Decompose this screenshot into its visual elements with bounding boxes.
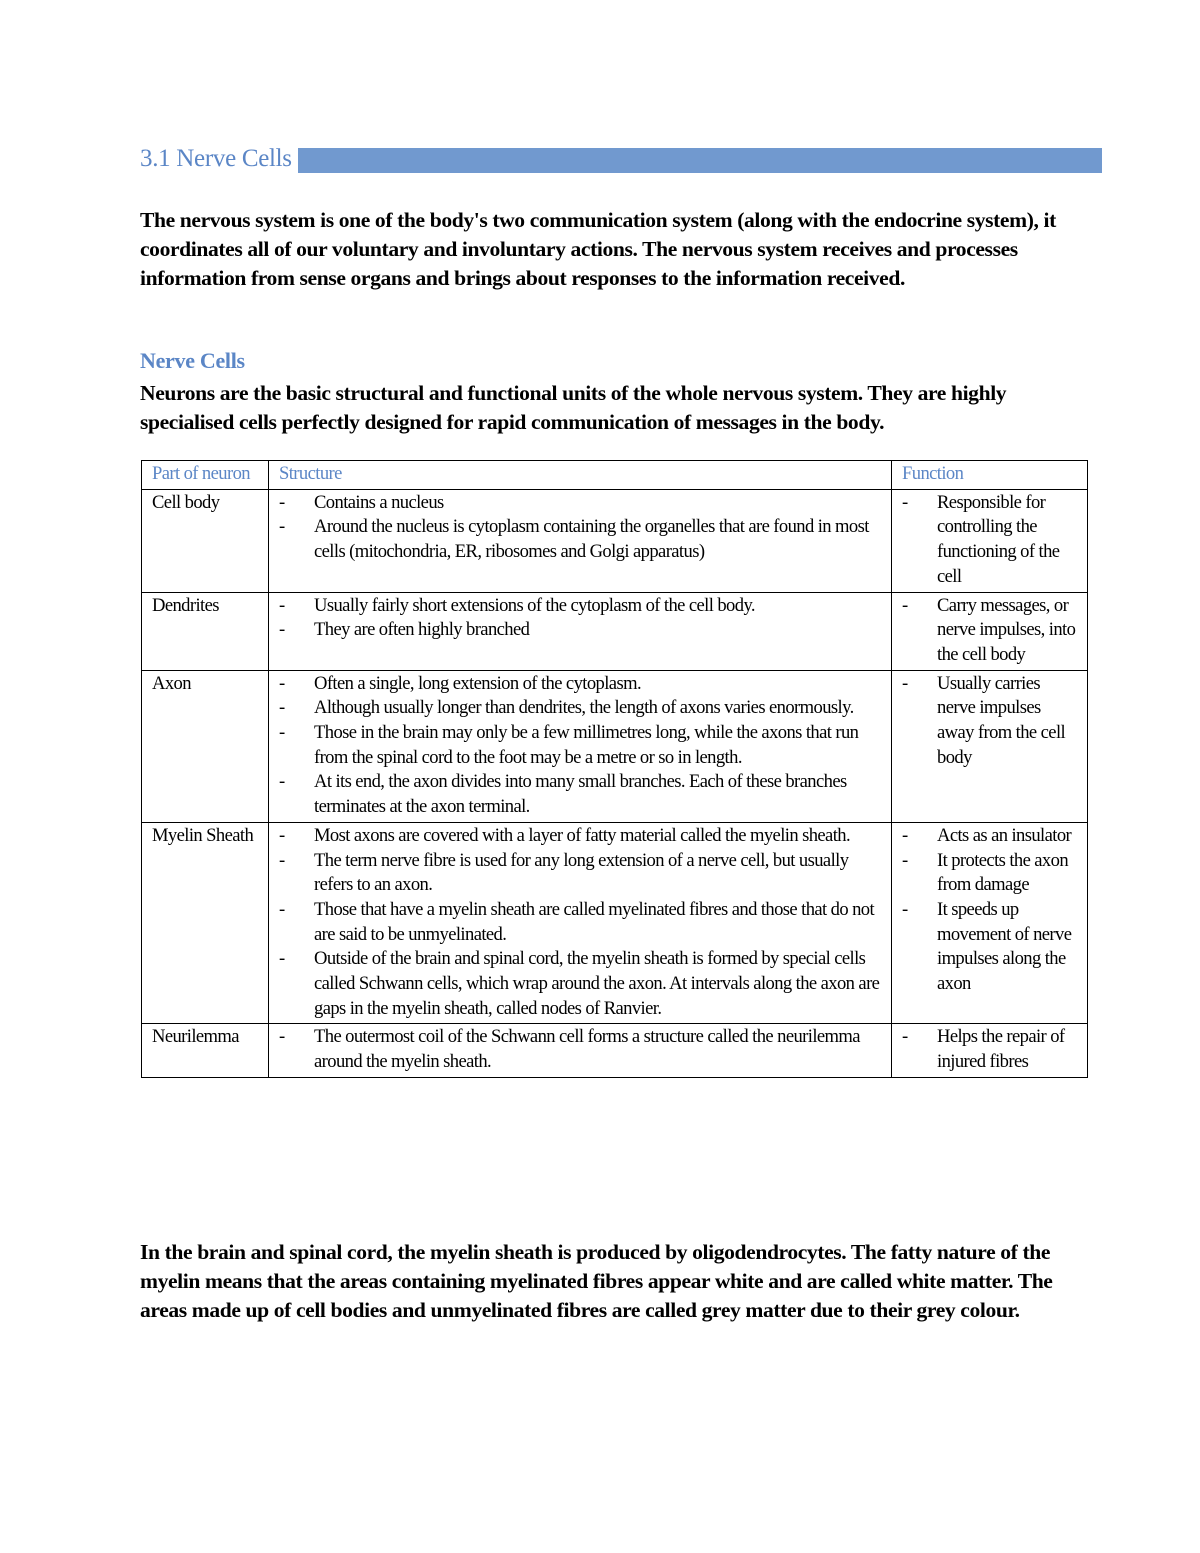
header-structure: Structure bbox=[269, 461, 892, 490]
cell-structure bbox=[269, 822, 892, 1024]
cell-function bbox=[892, 1024, 1088, 1077]
cell-part: Axon bbox=[142, 670, 269, 822]
structure-item: - They are often highly branched bbox=[279, 618, 883, 643]
section-heading bbox=[140, 142, 1102, 176]
cell-function bbox=[892, 489, 1088, 592]
function-item: - Helps the repair of injured fibres bbox=[902, 1025, 1079, 1074]
table-row bbox=[142, 489, 1088, 592]
neurons-paragraph: Neurons are the basic structural and functional units of the whole nervous system. They are highly specialised cells perfectly designed for rapid communication of messages in the body. bbox=[140, 381, 1007, 434]
cell-function bbox=[892, 670, 1088, 822]
function-item: - Acts as an insulator bbox=[902, 824, 1079, 849]
table-header-row bbox=[142, 461, 1088, 490]
structure-item: - Those in the brain may only be a few millimetres long, while the axons that run from the spinal cord to the foot may be a metre or so in length. bbox=[279, 721, 883, 770]
section-heading-bar bbox=[298, 148, 1102, 173]
structure-item: - Most axons are covered with a layer of fatty material called the myelin sheath. bbox=[279, 824, 883, 849]
function-item: - Usually carries nerve impulses away from the cell body bbox=[902, 672, 1079, 771]
table-row bbox=[142, 592, 1088, 670]
structure-item: - The term nerve fibre is used for any long extension of a nerve cell, but usually refers to an axon. bbox=[279, 849, 883, 898]
structure-item: - Although usually longer than dendrites, the length of axons varies enormously. bbox=[279, 696, 883, 721]
structure-item: - The outermost coil of the Schwann cell forms a structure called the neurilemma around the myelin sheath. bbox=[279, 1025, 883, 1074]
outro-paragraph: In the brain and spinal cord, the myelin sheath is produced by oligodendrocytes. The fatty nature of the myelin means that the areas containing myelinated fibres appear white and are called white matter. The areas made up of cell bodies and unmyelinated fibres are called grey matter due to their grey colour. bbox=[140, 1240, 1053, 1322]
cell-function bbox=[892, 822, 1088, 1024]
function-item: - Responsible for controlling the functioning of the cell bbox=[902, 491, 1079, 590]
cell-part: Dendrites bbox=[142, 592, 269, 670]
function-list bbox=[902, 594, 1079, 668]
structure-list bbox=[279, 824, 883, 1022]
cell-part: Myelin Sheath bbox=[142, 822, 269, 1024]
structure-item: - Contains a nucleus bbox=[279, 491, 883, 516]
cell-structure bbox=[269, 670, 892, 822]
subheading-nerve-cells: Nerve Cells bbox=[140, 348, 245, 373]
function-list bbox=[902, 491, 1079, 590]
structure-item: - Often a single, long extension of the cytoplasm. bbox=[279, 672, 883, 697]
structure-item: - Usually fairly short extensions of the cytoplasm of the cell body. bbox=[279, 594, 883, 619]
function-item: - Carry messages, or nerve impulses, into the cell body bbox=[902, 594, 1079, 668]
neuron-parts-table bbox=[141, 460, 1088, 1078]
function-item: - It protects the axon from damage bbox=[902, 849, 1079, 898]
structure-item: - At its end, the axon divides into many small branches. Each of these branches terminates at the axon terminal. bbox=[279, 770, 883, 819]
section-title: 3.1 Nerve Cells bbox=[140, 145, 292, 172]
cell-structure bbox=[269, 489, 892, 592]
cell-function bbox=[892, 592, 1088, 670]
structure-list bbox=[279, 672, 883, 820]
structure-item: - Outside of the brain and spinal cord, the myelin sheath is formed by special cells called Schwann cells, which wrap around the axon. At intervals along the axon are gaps in the myelin sheath, called nodes of Ranvier. bbox=[279, 947, 883, 1021]
header-function: Function bbox=[892, 461, 1088, 490]
structure-item: - Those that have a myelin sheath are called myelinated fibres and those that do not are said to be unmyelinated. bbox=[279, 898, 883, 947]
function-list bbox=[902, 824, 1079, 997]
intro-paragraph: The nervous system is one of the body's two communication system (along with the endocrine system), it coordinates all of our voluntary and involuntary actions. The nervous system receives and processes information from sense organs and brings about responses to the information received. bbox=[140, 208, 1056, 290]
function-list bbox=[902, 1025, 1079, 1074]
table-body bbox=[142, 489, 1088, 1077]
function-list bbox=[902, 672, 1079, 771]
structure-list bbox=[279, 491, 883, 565]
table-row bbox=[142, 1024, 1088, 1077]
table-row bbox=[142, 670, 1088, 822]
structure-list bbox=[279, 1025, 883, 1074]
structure-list bbox=[279, 594, 883, 643]
cell-part: Cell body bbox=[142, 489, 269, 592]
table-row bbox=[142, 822, 1088, 1024]
cell-structure bbox=[269, 592, 892, 670]
function-item: - It speeds up movement of nerve impulses along the axon bbox=[902, 898, 1079, 997]
header-part: Part of neuron bbox=[142, 461, 269, 490]
cell-structure bbox=[269, 1024, 892, 1077]
structure-item: - Around the nucleus is cytoplasm containing the organelles that are found in most cells (mitochondria, ER, ribosomes and Golgi apparatus) bbox=[279, 515, 883, 564]
cell-part: Neurilemma bbox=[142, 1024, 269, 1077]
